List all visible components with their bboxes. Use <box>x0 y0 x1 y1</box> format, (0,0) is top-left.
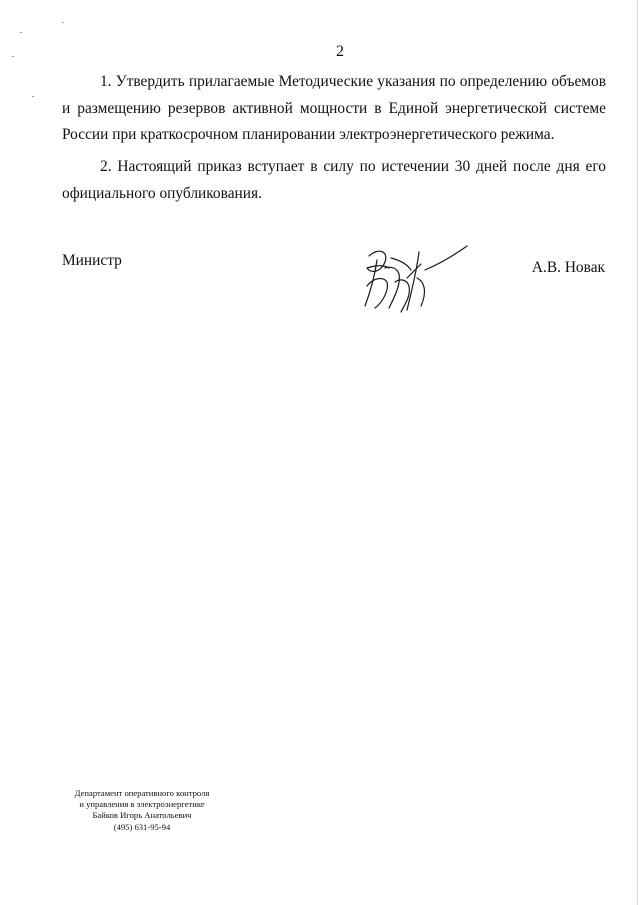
contact-phone: (495) 631-95-94 <box>113 821 171 832</box>
page-number: 2 <box>336 43 344 60</box>
scan-artifact <box>62 22 64 23</box>
scan-artifact <box>20 32 22 33</box>
signatory-name: А.В. Новак <box>531 259 605 276</box>
contact-person: Байков Игорь Анатольевич <box>92 810 192 821</box>
contact-block <box>62 788 222 833</box>
scan-artifact <box>32 96 34 97</box>
handwritten-signature <box>355 238 475 318</box>
contact-department-line-2: и управления в электроэнергетике <box>79 799 205 810</box>
paragraph-2: 2. Настоящий приказ вступает в силу по истечении 30 дней после дня его официального опубликования. <box>62 158 606 202</box>
signatory-title: Министр <box>62 252 122 269</box>
paragraph-1: 1. Утвердить прилагаемые Методические указания по определению объемов и размещению резервов активной мощности в Единой энергетической системе России при краткосрочном планировании электроэнергетического режима. <box>62 73 606 143</box>
contact-department-line-1: Департамент оперативного контроля <box>74 788 210 798</box>
scan-edge <box>637 0 638 905</box>
